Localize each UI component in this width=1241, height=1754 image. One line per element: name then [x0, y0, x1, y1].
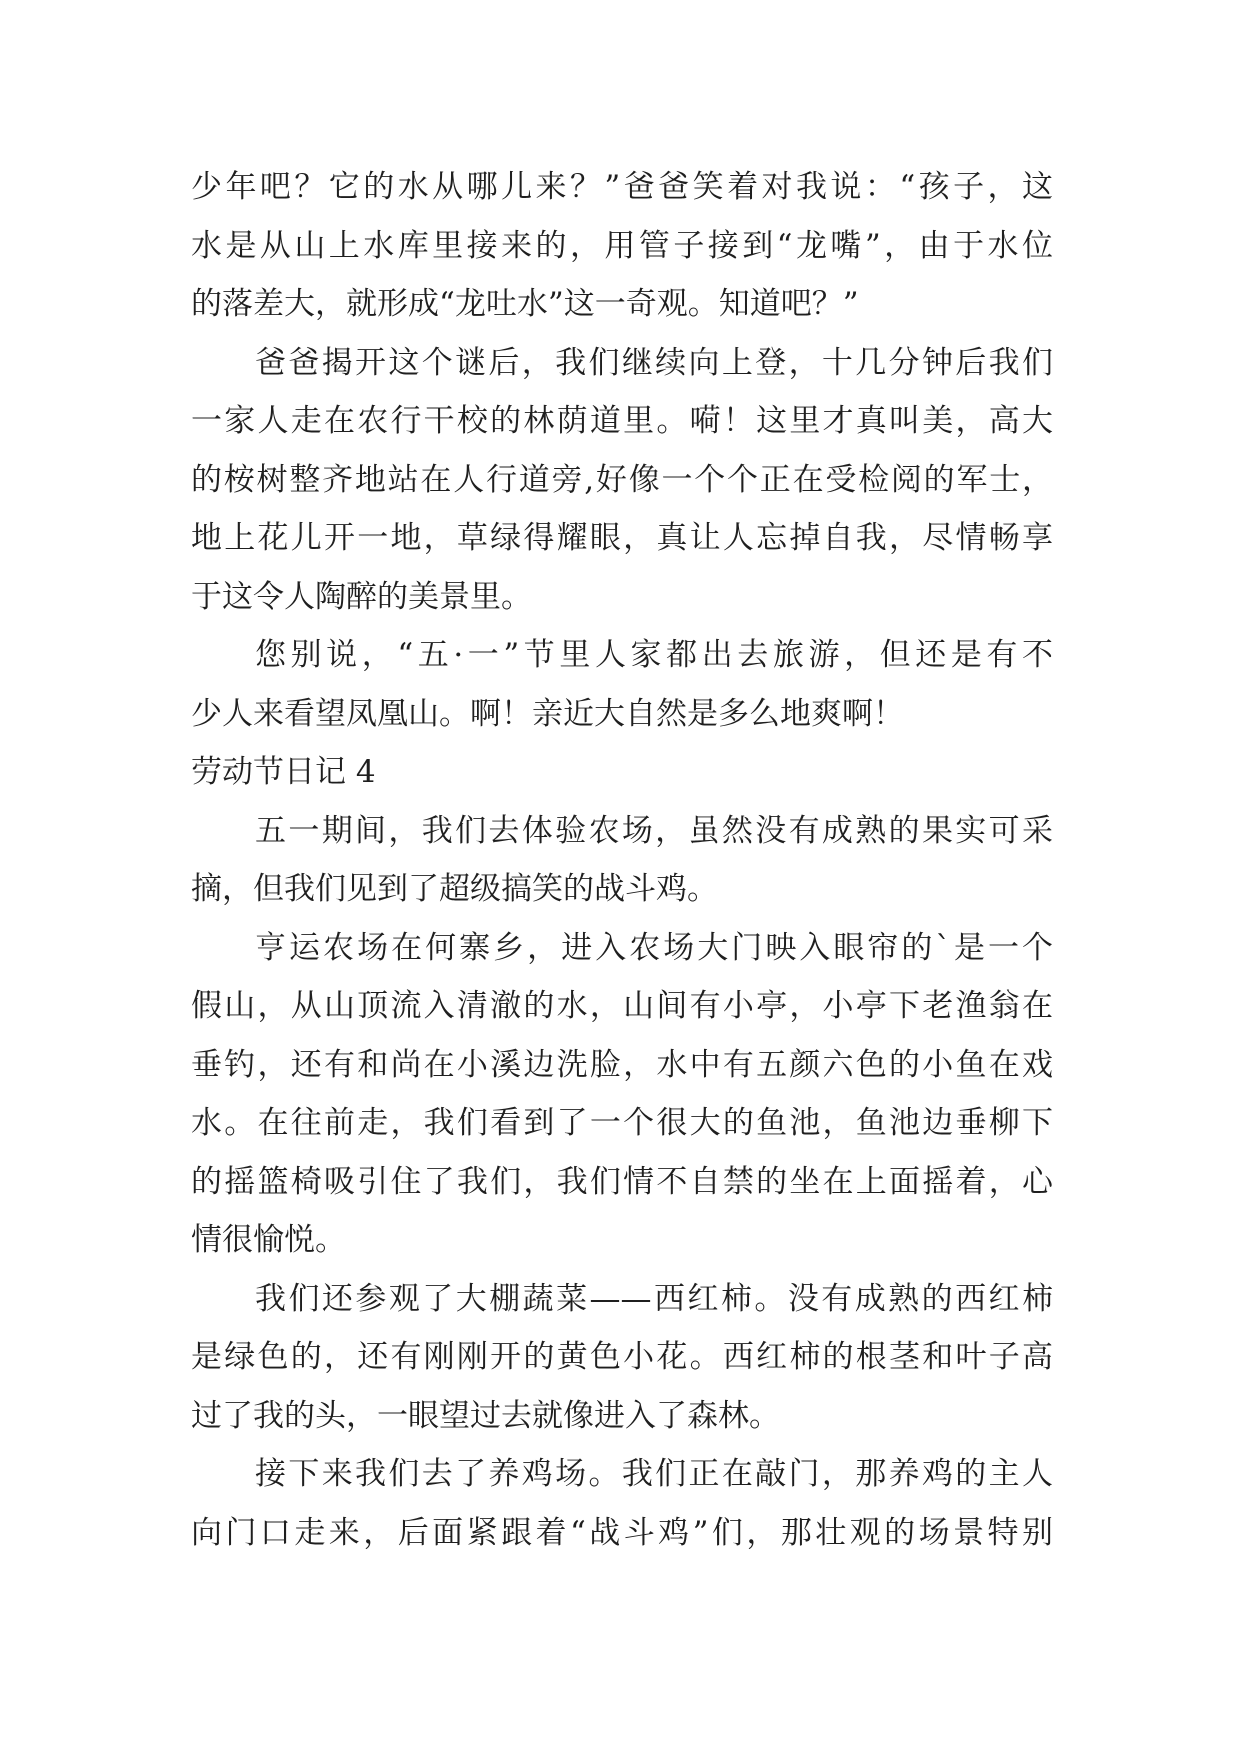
text-line: 一家人走在农行干校的林荫道里。嗬！这里才真叫美，高大	[191, 403, 1053, 439]
text-line: 地上花儿开一地，草绿得耀眼，真让人忘掉自我，尽情畅享	[191, 520, 1053, 556]
text-line: 的落差大，就形成“龙吐水”这一奇观。知道吧？”	[191, 286, 859, 322]
text-line: 过了我的头，一眼望过去就像进入了森林。	[191, 1397, 780, 1434]
text-line: 垂钓，还有和尚在小溪边洗脸，水中有五颜六色的小鱼在戏	[191, 1046, 1053, 1083]
text-line: 的桉树整齐地站在人行道旁,好像一个个正在受检阅的军士，	[191, 461, 1053, 498]
text-line: 的摇篮椅吸引住了我们，我们情不自禁的坐在上面摇着，心	[191, 1163, 1053, 1200]
text-line: 向门口走来，后面紧跟着“战斗鸡”们，那壮观的场景特别	[191, 1514, 1053, 1551]
text-line: 五一期间，我们去体验农场，虽然没有成熟的果实可采	[255, 812, 1053, 849]
text-line: 接下来我们去了养鸡场。我们正在敲门，那养鸡的主人	[255, 1456, 1053, 1492]
text-line: 摘，但我们见到了超级搞笑的战斗鸡。	[191, 871, 718, 907]
text-line: 您别说，“五·一”节里人家都出去旅游，但还是有不	[255, 637, 1053, 673]
text-line: 少年吧？它的水从哪儿来？”爸爸笑着对我说：“孩子，这	[191, 169, 1053, 205]
text-line: 情很愉悦。	[191, 1222, 346, 1258]
text-line: 亨运农场在何寨乡，进入农场大门映入眼帘的`是一个	[255, 929, 1053, 966]
text-line: 我们还参观了大棚蔬菜——西红柿。没有成熟的西红柿	[255, 1280, 1053, 1317]
text-line: 水是从山上水库里接来的，用管子接到“龙嘴”，由于水位	[191, 227, 1053, 264]
body-text	[191, 158, 1053, 1562]
text-line: 假山，从山顶流入清澈的水，山间有小亭，小亭下老渔翁在	[191, 988, 1053, 1024]
text-line: 于这令人陶醉的美景里。	[191, 578, 532, 615]
text-line: 爸爸揭开这个谜后，我们继续向上登，十几分钟后我们	[255, 344, 1053, 381]
section-heading: 劳动节日记 4	[191, 754, 376, 790]
text-line: 水。在往前走，我们看到了一个很大的鱼池，鱼池边垂柳下	[191, 1105, 1053, 1141]
text-line: 是绿色的，还有刚刚开的黄色小花。西红柿的根茎和叶子高	[191, 1339, 1053, 1375]
text-line: 少人来看望凤凰山。啊！亲近大自然是多么地爽啊！	[191, 695, 904, 732]
